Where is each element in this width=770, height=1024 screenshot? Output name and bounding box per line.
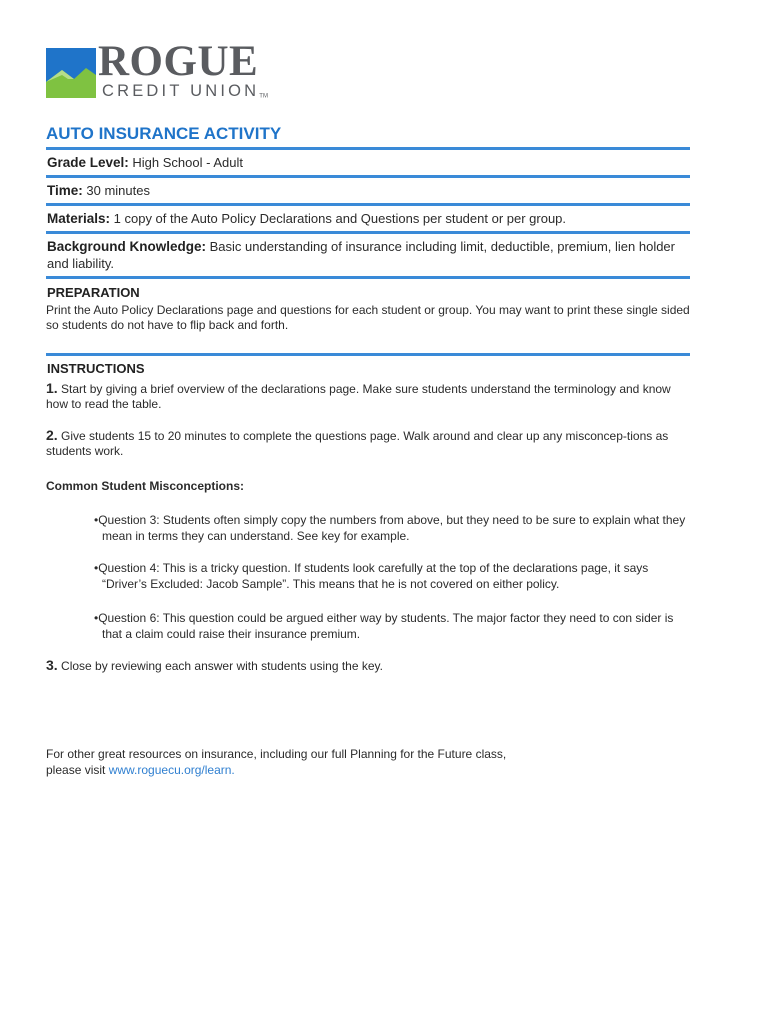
time-value: 30 minutes [82, 183, 150, 198]
step-3-text: Close by reviewing each answer with students using the key. [57, 659, 383, 673]
logo-subtitle: CREDIT UNIONTM [102, 82, 268, 100]
materials-value: 1 copy of the Auto Policy Declarations and Questions per student or per group. [110, 211, 567, 226]
background-knowledge-row [46, 234, 690, 274]
time-row [46, 178, 690, 201]
preparation-heading: PREPARATION [47, 285, 140, 300]
instruction-step-2 [46, 428, 690, 459]
footer-line-1: For other great resources on insurance, including our full Planning for the Future class, [46, 747, 507, 761]
instruction-step-3 [46, 658, 690, 674]
grade-level-label: Grade Level: [47, 155, 129, 170]
background-knowledge-value: Basic understanding of insurance including limit, deductible, premium, lien holder and liability. [47, 239, 675, 271]
grade-level-value: High School - Adult [128, 155, 243, 170]
mountain-logo-icon [46, 48, 96, 98]
rogue-credit-union-logo [46, 38, 286, 102]
instruction-step-1 [46, 381, 690, 412]
step-1-text: Start by giving a brief overview of the declarations page. Make sure students understand the terminology and know how to read the table. [46, 382, 671, 411]
footer-text [46, 746, 690, 778]
step-2-number: 2. [46, 427, 58, 443]
time-label: Time: [47, 183, 83, 198]
divider [46, 276, 690, 279]
logo-brand-text: ROGUE [98, 38, 259, 85]
materials-label: Materials: [47, 211, 111, 226]
materials-row [46, 206, 690, 229]
step-3-number: 3. [46, 657, 58, 673]
divider [46, 353, 690, 356]
learn-link[interactable]: www.roguecu.org/learn. [108, 763, 235, 777]
background-knowledge-label: Background Knowledge: [47, 239, 207, 254]
grade-level-row [46, 150, 690, 173]
instructions-heading: INSTRUCTIONS [47, 361, 145, 376]
preparation-text: Print the Auto Policy Declarations page and questions for each student or group. You may want to print these single sided so students do not have to flip back and forth. [46, 303, 690, 332]
list-item: •Question 4: This is a tricky question. If students look carefully at the top of the declarations page, it says “Driver’s Excluded: Jacob Sample”. This means that he is not covered on either policy. [94, 561, 649, 591]
list-item: •Question 6: This question could be argued either way by students. The major factor they need to con sider is that a claim could raise their insurance premium. [94, 611, 674, 641]
activity-content [46, 123, 690, 778]
list-item: •Question 3: Students often simply copy the numbers from above, but they need to be sure to explain what they mean in terms they can understand. See key for example. [94, 513, 686, 543]
page-title: AUTO INSURANCE ACTIVITY [46, 124, 282, 143]
step-1-number: 1. [46, 380, 58, 396]
misconceptions-heading: Common Student Misconceptions: [46, 479, 244, 493]
footer-line-2-prefix: please visit [46, 763, 109, 777]
misconceptions-list [46, 512, 690, 642]
step-2-text: Give students 15 to 20 minutes to complete the questions page. Walk around and clear up any misconcep-tions as students work. [46, 429, 669, 458]
